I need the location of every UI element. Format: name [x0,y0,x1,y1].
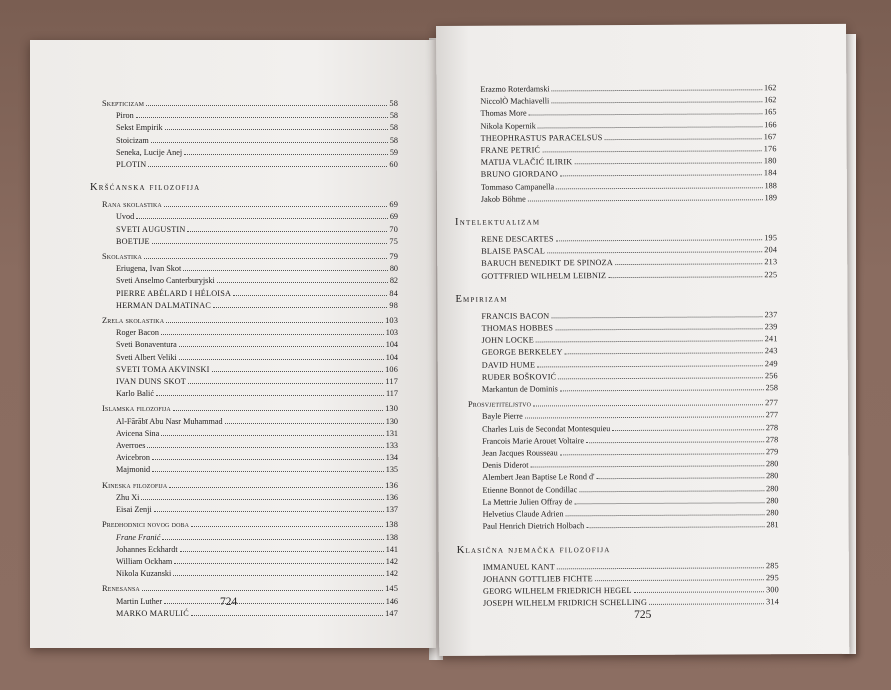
toc-page-number: 135 [385,465,398,475]
toc-subsection [102,519,398,531]
toc-entry-title: Sveti Anselmo Canterburyjski [116,276,215,286]
dot-leader [555,328,763,330]
toc-entry-title: La Mettrie Julien Offray de [482,497,573,507]
toc-entry-title: FRANE PETRIĆ [480,145,541,155]
dot-leader [552,89,762,91]
toc-page-number: 277 [765,398,779,408]
dot-leader [187,231,387,232]
toc-page-number: 138 [385,520,398,530]
toc-entry-title: Skolastika [102,252,142,262]
toc-entry-title: JOSEPH WILHELM FRIDRICH SCHELLING [483,598,648,608]
toc-entry [102,568,398,580]
dot-leader [547,252,762,254]
toc-entry-title: Helvetius Claude Adrien [482,509,564,519]
toc-page-number: 69 [389,212,398,222]
toc-entry-title: Sveti Bonaventura [116,340,177,350]
toc-page-number: 243 [764,346,778,356]
toc-entry [102,464,398,476]
toc-page-number: 280 [766,483,779,493]
toc-entry-title: Zrela skolastika [102,316,165,326]
toc-entry-title: Avicena Sina [116,428,160,438]
dot-leader [579,490,764,492]
dot-leader [649,603,764,605]
toc-entry-title: Piron [116,111,134,121]
toc-entry [102,352,398,364]
toc-entry-title: Nikola Kopernik [480,121,536,131]
toc-subsection [102,98,398,110]
dot-leader [142,590,383,591]
toc-page-number: 258 [765,383,778,393]
dot-leader [608,276,762,278]
toc-page-number: 117 [385,377,398,387]
dot-leader [605,138,762,140]
toc-entry [102,211,398,223]
dot-leader [164,603,384,604]
toc-entry-title: BARUCH BENEDIKT DE SPINOZA [481,258,614,269]
toc-entry-title: BLAISE PASCAL [481,246,546,257]
toc-entry-title: BRUNO GIORDANO [480,169,558,180]
dot-leader [174,563,383,564]
dot-leader [152,459,384,460]
dot-leader [169,487,383,488]
dot-leader [161,334,384,335]
dot-leader [191,526,383,527]
toc-entry [102,376,398,388]
toc-entry [102,288,398,300]
dot-leader [173,575,383,576]
toc-entry [102,544,398,556]
toc-entry-title: Eisai Zenji [116,505,152,515]
toc-page-number: 141 [385,544,398,554]
toc-entry-title: Predhodnici novog doba [102,520,190,530]
dot-leader [152,243,388,244]
toc-entry-title: Sekst Empirik [116,123,163,133]
toc-page-number: 189 [764,193,777,203]
toc-entry-title: Markantun de Dominis [481,384,558,394]
dot-leader [183,270,388,271]
dot-leader [147,447,383,448]
page-number-left: 724 [220,596,238,608]
toc-entry-title: SVETI AUGUSTIN [116,224,186,234]
toc-entry [102,532,398,544]
toc-page-number: 300 [766,585,779,595]
toc-page-number: 237 [764,310,778,320]
toc-page-number: 133 [385,441,398,451]
toc-entry-title: Paul Henrich Dietrich Holbach [482,521,585,532]
dot-leader [184,154,388,155]
toc-entry-title: DAVID HUME [481,360,536,370]
toc-page-number: 58 [389,111,398,121]
toc-subsection [102,315,398,327]
toc-entry-title: William Ockham [116,556,173,566]
dot-leader [144,258,387,259]
toc-subsection [102,251,398,263]
dot-leader [556,187,762,189]
toc-entry-title: FRANCIS BACON [481,311,550,321]
toc-page-number: 142 [385,569,398,579]
dot-leader [136,218,388,219]
toc-entry-title: Thomas More [480,108,527,119]
toc-entry [102,440,398,452]
toc-entry [102,339,398,351]
dot-leader [148,166,387,167]
dot-leader [179,346,384,347]
toc-entry-title: GEORG WILHELM FRIEDRICH HEGEL [482,585,632,596]
dot-leader [151,142,388,143]
dot-leader [560,175,762,177]
dot-leader [557,567,764,569]
toc-page-number: 136 [385,480,398,490]
toc-page-number: 184 [763,168,777,178]
toc-entry [102,224,398,236]
toc-page-number: 136 [385,492,398,502]
toc-entry-title: JOHN LOCKE [481,335,534,346]
left-page [30,40,436,648]
toc-entry-title: Jakob Böhme [480,194,526,204]
toc-page-number: 146 [385,596,398,606]
toc-subsection [102,403,398,415]
dot-leader [191,615,383,616]
toc-entry-title: GEORGE BERKELEY [481,347,563,358]
toc-entry [469,520,779,534]
dot-leader [146,105,387,106]
toc-entry-title: RENE DESCARTES [481,234,554,244]
dot-leader [136,117,388,118]
dot-leader [566,514,765,516]
dot-leader [525,417,764,419]
dot-leader [141,499,383,500]
dot-leader [558,377,763,379]
toc-page-number: 60 [389,160,398,170]
dot-leader [634,591,764,593]
dot-leader [188,383,383,384]
dot-leader [225,423,384,424]
dot-leader [615,264,762,266]
toc-entry-title: Roger Bacon [116,328,159,338]
dot-leader [528,199,763,201]
toc-page-number: 134 [385,453,398,463]
toc-entry [102,416,398,428]
toc-entry [102,556,398,568]
toc-entry-title: HERMAN DALMATINAC [116,300,212,310]
toc-entry-title: SVETI TOMA AKVINSKI [116,364,210,374]
toc-page-number: 130 [385,404,398,414]
dot-leader [166,322,383,323]
toc-page-number: 280 [766,471,779,481]
toc-entry-title: Renesansa [102,584,140,594]
dot-leader [556,239,763,241]
toc-entry-title: BOETIJE [116,236,150,246]
toc-entry-title: THEOPHRASTUS PARACELSUS [480,132,603,143]
dot-leader [530,466,764,468]
toc-entry-title: Erazmo Roterdamski [480,84,550,94]
dot-leader [212,371,384,372]
toc-entry-title: Martin Luther [116,596,163,606]
toc-page-number: 162 [764,83,777,93]
toc-entry-title: PLOTIN [116,160,147,170]
dot-leader [560,389,764,391]
dot-leader [565,353,763,355]
toc-entry [102,608,398,620]
toc-page-number: 166 [764,119,777,129]
toc-entry-title: Jean Jacques Rousseau [482,448,558,458]
toc-entry-title: Al-Fārābī Abu Nasr Muhammad [116,416,223,426]
toc-entry-title: Uvod [116,212,135,222]
toc-entry [102,122,398,134]
dot-leader [533,405,763,407]
toc-entry-title: Stoicizam [116,135,149,145]
toc-entry-title: Tommaso Campanella [480,182,555,192]
toc-entry [102,275,398,287]
dot-leader [586,527,764,529]
toc-page-number: 278 [765,435,779,445]
toc-page-number: 256 [764,371,778,381]
dot-leader [233,295,387,296]
dot-leader [179,359,384,360]
toc-entry [467,192,777,206]
dot-leader [586,441,764,443]
toc-page-number: 204 [764,245,778,255]
toc-page-number: 59 [389,147,398,157]
toc-entry [102,504,398,516]
toc-entry-title: Avicebron [116,453,150,463]
toc-page-number: 117 [386,389,398,399]
toc-page-number: 167 [763,132,777,142]
toc-page-number: 249 [764,358,778,368]
toc-page-number: 58 [389,99,398,108]
toc-page-number: 131 [385,428,398,438]
toc-entry [102,159,398,171]
dot-leader [164,206,388,207]
dot-leader [161,435,383,436]
toc-entry-title: Skepticizam [102,99,145,108]
dot-leader [213,307,387,308]
toc-entry-title: Frane Franić [116,532,161,542]
dot-leader [538,126,762,128]
toc-entry-title: Zhu Xi [116,492,140,502]
toc-entry-title: GOTTFRIED WILHELM LEIBNIZ [481,270,607,281]
toc-entry [468,382,778,396]
toc-entry [102,110,398,122]
dot-leader [612,429,763,431]
toc-page-number: 285 [765,560,779,570]
toc-section-heading: Empirizam [455,293,508,305]
dot-leader [536,341,763,343]
dot-leader [560,453,764,455]
dot-leader [173,410,383,411]
toc-page-number: 103 [385,328,398,338]
dot-leader [154,511,384,512]
toc-entry [102,596,398,608]
dot-leader [156,395,384,396]
toc-entry [102,147,398,159]
toc-entry-title: Charles Luis de Secondat Montesquieu [482,423,611,434]
toc-page-number: 104 [385,340,398,350]
dot-leader [162,539,383,540]
toc-entry-title: IVAN DUNS SKOT [116,377,186,387]
dot-leader [595,579,764,581]
toc-entry-title: Johannes Eckhardt [116,544,178,554]
toc-entry [102,388,398,400]
toc-entry-title: Eriugena, Ivan Skot [116,264,182,274]
toc-entry [102,452,398,464]
toc-section-heading: Klasična njemačka filozofija [456,543,611,556]
toc-page-number: 130 [385,416,398,426]
toc-section-heading: Intelektualizam [455,216,541,228]
toc-entry-title: Nikola Kuzanski [116,569,172,579]
toc-entry-title: Etienne Bonnot de Condillac [482,484,578,495]
toc-entry [102,327,398,339]
toc-page-number: 84 [389,288,398,298]
dot-leader [165,129,388,130]
toc-entry-title: Seneka, Lucije Anej [116,147,183,157]
toc-entry-title: Bayle Pierre [482,412,523,422]
toc-entry [102,492,398,504]
toc-page-number: 106 [385,364,398,374]
toc-page-number: 278 [765,422,779,432]
toc-page-number: 280 [766,496,779,506]
toc-entry-title: Sveti Albert Veliki [116,352,177,362]
toc-entry-title: IMMANUEL KANT [482,561,555,572]
toc-entry-title: Majmonid [116,465,151,475]
toc-entry-title: PIERRE ABÉLARD I HÉLOISA [116,288,232,298]
toc-page-number: 241 [764,334,778,344]
toc-page-number: 176 [763,144,777,154]
toc-subsection [102,199,398,211]
toc-entry-title: MATIJA VLAČIĆ ILIRIK [480,157,573,167]
toc-entry-title: Alembert Jean Baptise Le Rond d' [482,472,595,483]
toc-entry-title: NiccolÒ Machiavelli [480,96,550,106]
toc-page-number: 145 [385,584,398,594]
toc-subsection [102,480,398,492]
toc-page-number: 98 [389,300,398,310]
toc-page-number: 75 [389,236,398,246]
toc-page-number: 213 [764,257,778,267]
toc-entry-title: Denis Diderot [482,460,529,471]
toc-page-number: 195 [764,233,778,243]
toc-page-number: 295 [765,572,779,582]
dot-leader [551,316,762,318]
dot-leader [152,471,384,472]
toc-page-number: 82 [389,276,398,286]
toc-entry [102,135,398,147]
toc-page-number: 58 [389,123,398,133]
toc-page-number: 280 [765,459,779,469]
toc-entry-title: MARKO MARULIĆ [116,608,189,618]
dot-leader [217,282,388,283]
toc-page-number: 188 [764,180,777,190]
toc-page-number: 239 [764,322,778,332]
toc-entry [102,300,398,312]
toc-entry [102,364,398,376]
toc-entry [102,428,398,440]
toc-entry-title: JOHANN GOTTLIEB FICHTE [482,573,593,584]
toc-entry-title: Karlo Balić [116,389,154,399]
toc-entry-title: Kineska filozofija [102,480,168,490]
toc-page-number: 180 [763,156,777,166]
toc-page-number: 69 [389,200,398,210]
toc-page-number: 147 [385,608,398,618]
toc-page-number: 280 [766,508,779,518]
table-of-contents-right [455,82,780,610]
toc-page-number: 79 [389,252,398,262]
dot-leader [597,478,765,480]
toc-entry-title: THOMAS HOBBES [481,323,554,333]
toc-entry-title: Averroes [116,441,146,451]
toc-page-number: 162 [764,95,777,105]
toc-entry-title: Francois Marie Arouet Voltaire [482,436,584,446]
dot-leader [551,101,762,103]
right-page [436,24,849,656]
toc-page-number: 279 [765,447,779,457]
toc-section-heading: Kršćanska filozofija [90,182,201,194]
toc-entry-title: Rana skolastika [102,200,162,210]
dot-leader [180,551,384,552]
dot-leader [574,163,761,165]
page-number-right: 725 [634,608,652,621]
toc-page-number: 137 [385,505,398,515]
toc-page-number: 142 [385,556,398,566]
toc-entry [467,269,777,283]
toc-subsection [102,583,398,595]
toc-page-number: 58 [389,135,398,145]
toc-entry [102,236,398,248]
toc-page-number: 314 [766,597,780,607]
toc-page-number: 70 [389,224,398,234]
table-of-contents-left [90,98,398,620]
dot-leader [542,150,762,152]
toc-page-number: 165 [764,107,777,117]
toc-page-number: 281 [766,520,779,530]
toc-entry [102,263,398,275]
toc-page-number: 80 [389,264,398,274]
toc-entry-title: Prosvjetiteljstvo [467,399,532,410]
dot-leader [537,365,763,367]
toc-entry [469,596,779,610]
dot-leader [574,502,764,504]
toc-page-number: 103 [385,316,398,326]
dot-leader [529,114,763,116]
toc-page-number: 138 [385,532,398,542]
toc-entry-title: RUĐER BOŠKOVIĆ [481,372,557,382]
toc-entry-title: Islamska filozofija [102,404,171,414]
toc-page-number: 225 [764,269,778,279]
toc-page-number: 104 [385,352,398,362]
toc-page-number: 277 [765,410,779,420]
